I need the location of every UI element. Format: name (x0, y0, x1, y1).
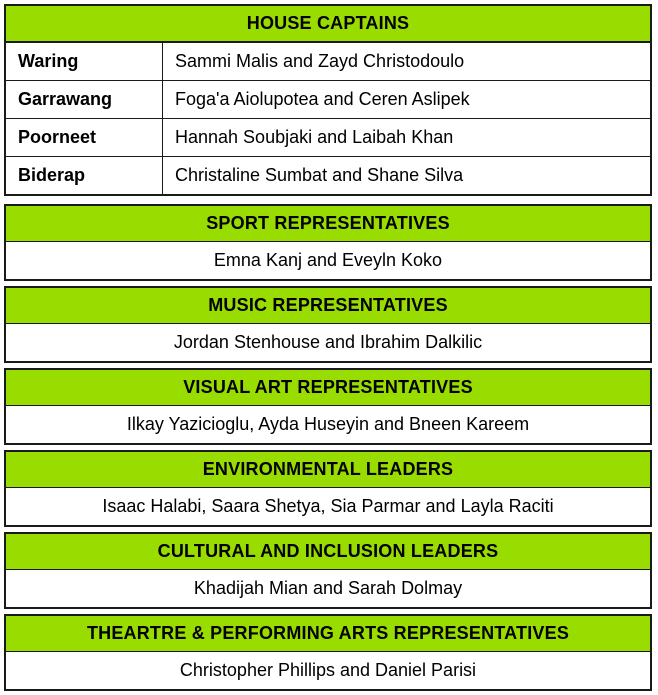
section-names: Jordan Stenhouse and Ibrahim Dalkilic (173, 332, 483, 352)
section-names: Ilkay Yazicioglu, Ayda Huseyin and Bneen Kareem (126, 414, 530, 434)
table-row (6, 43, 650, 81)
section-names: Emna Kanj and Eveyln Koko (213, 250, 443, 270)
house-captains-section (4, 4, 652, 196)
section-title: ENVIRONMENTAL LEADERS (6, 452, 650, 488)
music-representatives-section (4, 286, 652, 363)
sport-representatives-section (4, 204, 652, 281)
house-captains-title: HOUSE CAPTAINS (6, 6, 650, 42)
house-name: Biderap (6, 157, 163, 195)
house-name: Poorneet (6, 119, 163, 157)
section-title: SPORT REPRESENTATIVES (6, 206, 650, 242)
table-row (6, 119, 650, 157)
captain-names: Hannah Soubjaki and Laibah Khan (163, 119, 651, 157)
section-title: MUSIC REPRESENTATIVES (6, 288, 650, 324)
visual-art-representatives-section (4, 368, 652, 445)
captain-names: Christaline Sumbat and Shane Silva (163, 157, 651, 195)
table-row (6, 157, 650, 195)
captain-names: Sammi Malis and Zayd Christodoulo (163, 43, 651, 81)
environmental-leaders-section (4, 450, 652, 527)
house-name: Waring (6, 43, 163, 81)
captain-names: Foga'a Aiolupotea and Ceren Aslipek (163, 81, 651, 119)
house-name: Garrawang (6, 81, 163, 119)
cultural-inclusion-leaders-section (4, 532, 652, 609)
section-names: Christopher Phillips and Daniel Parisi (179, 660, 477, 680)
house-captains-table (6, 42, 650, 194)
table-row (6, 81, 650, 119)
section-names: Isaac Halabi, Saara Shetya, Sia Parmar and Layla Raciti (102, 496, 554, 516)
section-names: Khadijah Mian and Sarah Dolmay (193, 578, 463, 598)
section-title: VISUAL ART REPRESENTATIVES (6, 370, 650, 406)
performing-arts-representatives-section (4, 614, 652, 691)
section-title: CULTURAL AND INCLUSION LEADERS (6, 534, 650, 570)
section-title: THEARTRE & PERFORMING ARTS REPRESENTATIVES (6, 616, 650, 652)
